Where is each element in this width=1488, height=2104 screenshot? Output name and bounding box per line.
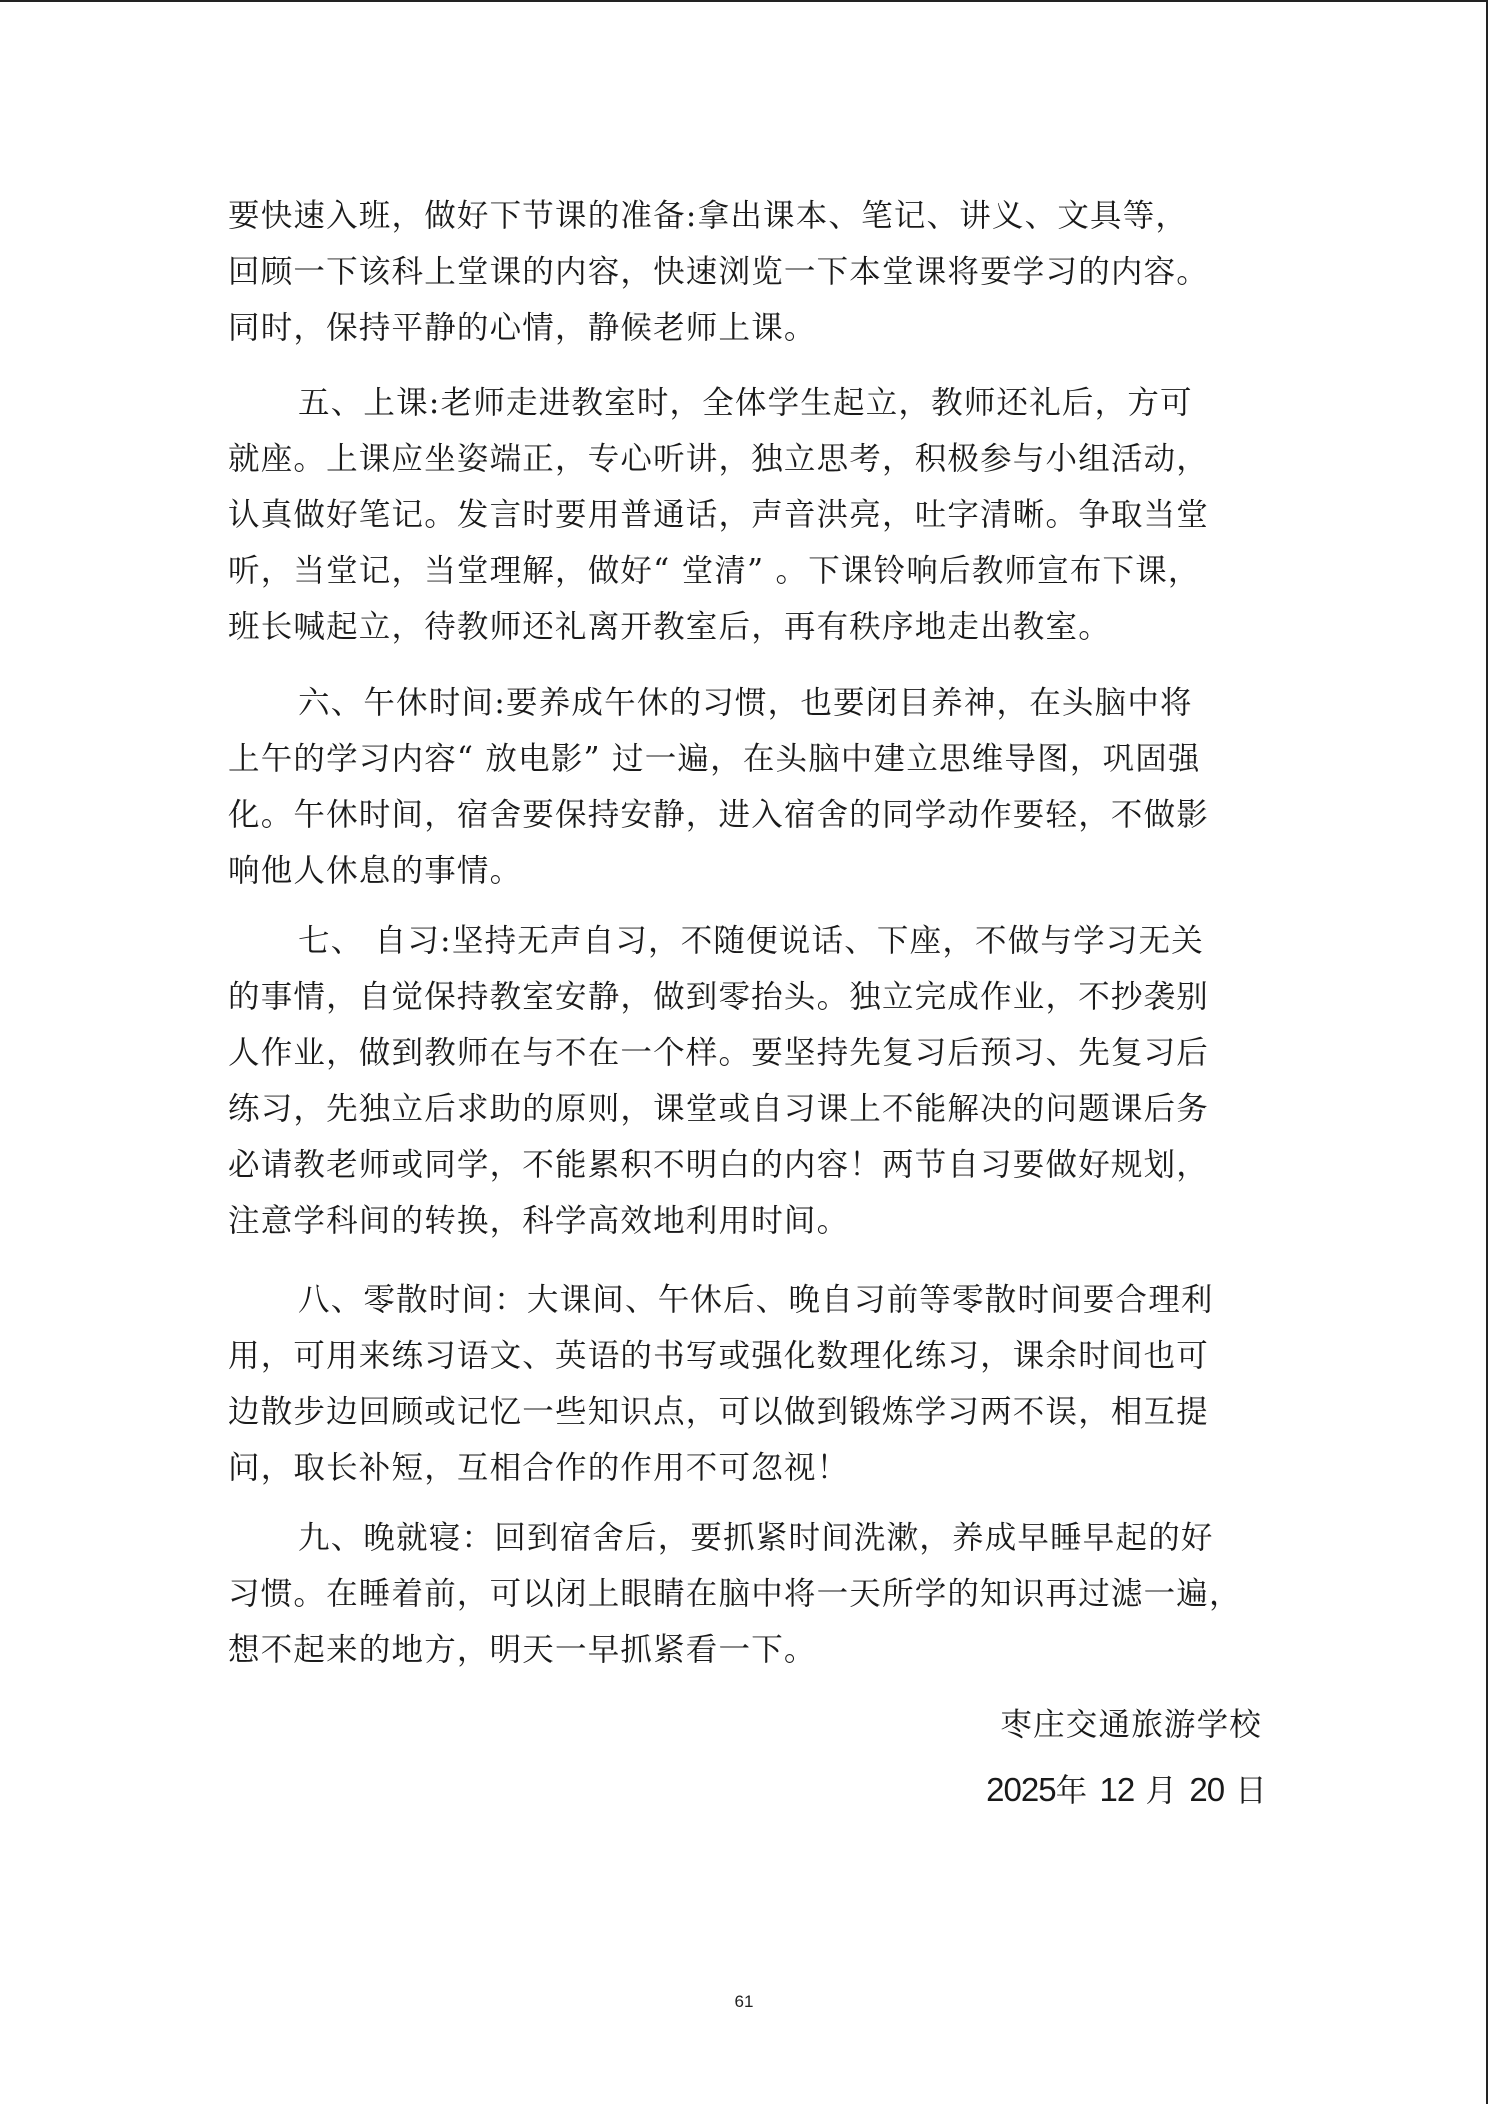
text-line: 必请教老师或同学，不能累积不明白的内容！两节自习要做好规划，: [228, 1147, 1210, 1183]
date-year-unit: 年: [1055, 1773, 1089, 1809]
date-year: 2025: [986, 1771, 1056, 1808]
text-line: 注意学科间的转换，科学高效地利用时间。: [228, 1203, 850, 1239]
paragraph-nap: [228, 675, 1264, 899]
date-day-unit: 日: [1235, 1773, 1268, 1809]
text-line: 的事情，自觉保持教室安静，做到零抬头。独立完成作业，不抄袭别: [228, 979, 1210, 1015]
date-month-unit: 月: [1145, 1773, 1179, 1809]
text-line: 九、晚就寝：回到宿舍后，要抓紧时间洗漱，养成早睡早起的好: [298, 1520, 1214, 1556]
paragraph-prep: [228, 188, 1264, 356]
page-number: 61: [734, 1992, 754, 2011]
text-line: 就座。上课应坐姿端正，专心听讲，独立思考，积极参与小组活动，: [228, 441, 1210, 477]
date-day: 20: [1189, 1771, 1225, 1808]
text-line: 想不起来的地方，明天一早抓紧看一下。: [228, 1632, 817, 1668]
date-month: 12: [1099, 1771, 1135, 1808]
text-line: 八、零散时间：大课间、午休后、晚自习前等零散时间要合理利: [298, 1282, 1214, 1318]
signature-date: [986, 1762, 1268, 1819]
text-line: 认真做好笔记。发言时要用普通话，声音洪亮，吐字清晰。争取当堂: [228, 497, 1210, 533]
text-line: 化。午休时间，宿舍要保持安静，进入宿舍的同学动作要轻，不做影: [228, 797, 1210, 833]
text-line: 五、上课:老师走进教室时，全体学生起立，教师还礼后，方可: [298, 385, 1193, 421]
paragraph-self-study: [228, 913, 1264, 1249]
text-line: 回顾一下该科上堂课的内容，快速浏览一下本堂课将要学习的内容。: [228, 254, 1210, 290]
text-line: 要快速入班，做好下节课的准备:拿出课本、笔记、讲义、文具等，: [228, 198, 1189, 234]
text-line: 六、午休时间:要养成午休的习惯，也要闭目养神，在头脑中将: [298, 685, 1193, 721]
signature-school: 枣庄交通旅游学校: [1000, 1707, 1262, 1743]
text-line: 边散步边回顾或记忆一些知识点，可以做到锻炼学习两不误，相互提: [228, 1394, 1210, 1430]
text-line: 问，取长补短，互相合作的作用不可忽视！: [228, 1450, 850, 1486]
text-line: 班长喊起立，待教师还礼离开教室后，再有秩序地走出教室。: [228, 609, 1111, 645]
paragraph-bedtime: [228, 1510, 1264, 1678]
text-line: 响他人休息的事情。: [228, 853, 523, 889]
text-line: 人作业，做到教师在与不在一个样。要坚持先复习后预习、先复习后: [228, 1035, 1210, 1071]
text-line: 听，当堂记，当堂理解，做好“ 堂清” 。下课铃响后教师宣布下课，: [228, 553, 1201, 589]
text-line: 练习，先独立后求助的原则，课堂或自习课上不能解决的问题课后务: [228, 1091, 1210, 1127]
text-line: 用，可用来练习语文、英语的书写或强化数理化练习，课余时间也可: [228, 1338, 1210, 1374]
paragraph-class: [228, 375, 1264, 655]
text-line: 习惯。在睡着前，可以闭上眼睛在脑中将一天所学的知识再过滤一遍，: [228, 1576, 1242, 1612]
text-line: 同时，保持平静的心情，静候老师上课。: [228, 310, 817, 346]
text-line: 七、 自习:坚持无声自习，不随便说话、下座，不做与学习无关: [298, 923, 1204, 959]
paragraph-spare-time: [228, 1272, 1264, 1496]
text-line: 上午的学习内容“ 放电影” 过一遍，在头脑中建立思维导图，巩固强: [228, 741, 1201, 777]
